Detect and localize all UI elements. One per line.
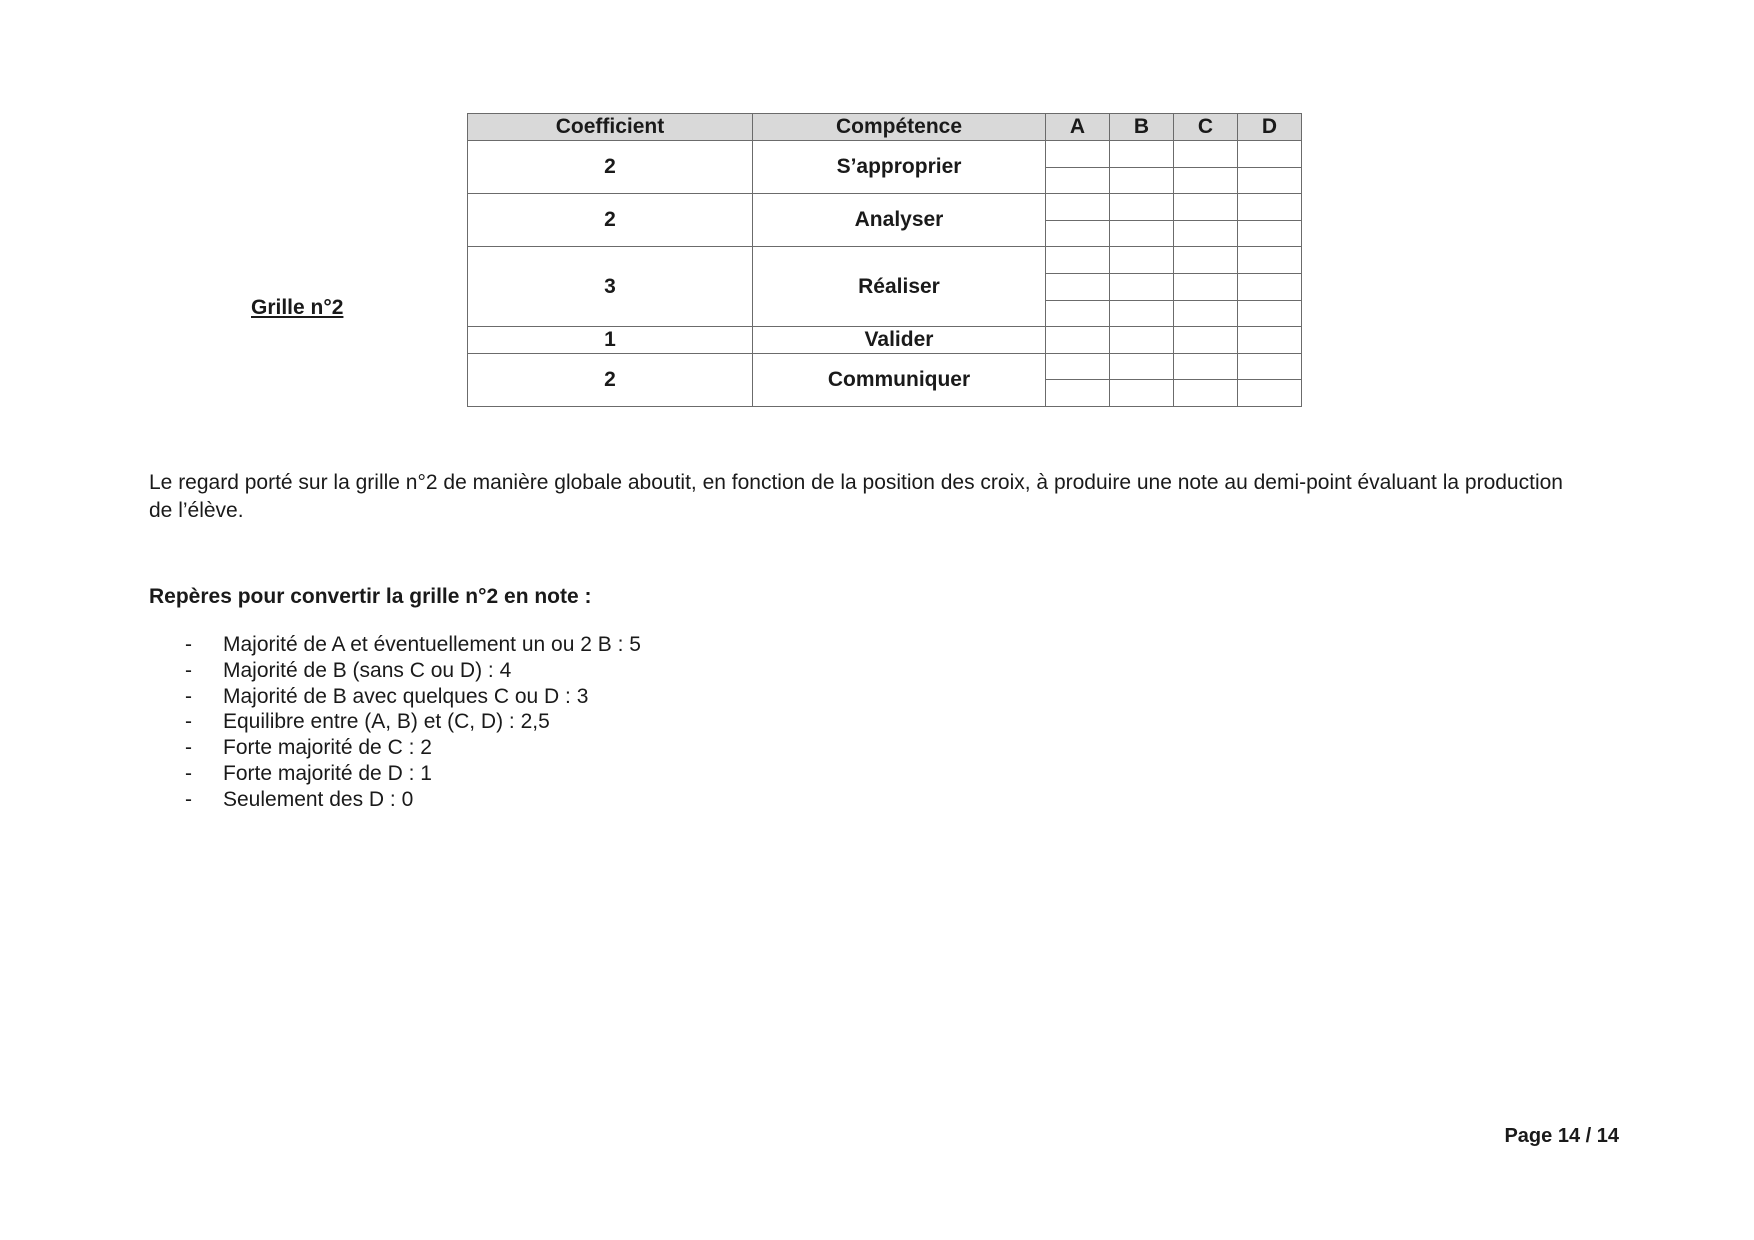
grid-row (468, 353, 1302, 380)
mark-cell-c[interactable] (1174, 247, 1238, 274)
mark-cell-d[interactable] (1238, 300, 1302, 327)
explanation-paragraph: Le regard porté sur la grille n°2 de manière globale aboutit, en fonction de la position des croix, à produire une note au demi-point évaluant la production de l’élève. (149, 471, 1563, 522)
repere-text: Majorité de B (sans C ou D) : 4 (223, 658, 512, 682)
competence-cell: Valider (753, 327, 1046, 354)
mark-cell-a[interactable] (1046, 220, 1110, 247)
mark-cell-b[interactable] (1110, 194, 1174, 221)
mark-cell-b[interactable] (1110, 220, 1174, 247)
mark-cell-d[interactable] (1238, 380, 1302, 407)
bullet-dash: - (185, 658, 192, 682)
grid-header-row (468, 114, 1302, 141)
bullet-dash: - (185, 761, 192, 785)
bullet-dash: - (185, 736, 192, 760)
repere-item (149, 684, 641, 710)
mark-cell-a[interactable] (1046, 167, 1110, 194)
coefficient-cell: 2 (468, 141, 753, 194)
mark-cell-d[interactable] (1238, 194, 1302, 221)
mark-cell-a[interactable] (1046, 300, 1110, 327)
mark-cell-c[interactable] (1174, 141, 1238, 168)
coefficient-cell: 1 (468, 327, 753, 354)
repere-item (149, 761, 641, 787)
reperes-list (149, 632, 641, 813)
repere-text: Majorité de A et éventuellement un ou 2 B : 5 (223, 633, 641, 656)
repere-text: Seulement des D : 0 (223, 787, 414, 811)
mark-cell-a[interactable] (1046, 247, 1110, 274)
competence-cell: Communiquer (753, 353, 1046, 406)
mark-cell-c[interactable] (1174, 220, 1238, 247)
repere-item (149, 709, 641, 735)
mark-cell-a[interactable] (1046, 194, 1110, 221)
bullet-dash: - (185, 787, 192, 811)
mark-cell-d[interactable] (1238, 327, 1302, 354)
evaluation-grid (467, 113, 1302, 407)
coefficient-cell: 2 (468, 194, 753, 247)
grid-row (468, 194, 1302, 221)
mark-cell-a[interactable] (1046, 327, 1110, 354)
header-competence: Compétence (753, 114, 1046, 141)
grid-row (468, 247, 1302, 274)
header-coefficient: Coefficient (468, 114, 753, 141)
repere-item (149, 735, 641, 761)
mark-cell-c[interactable] (1174, 380, 1238, 407)
mark-cell-d[interactable] (1238, 220, 1302, 247)
grid-row (468, 327, 1302, 354)
mark-cell-d[interactable] (1238, 141, 1302, 168)
bullet-dash: - (185, 633, 192, 656)
coefficient-cell: 3 (468, 247, 753, 327)
mark-cell-a[interactable] (1046, 141, 1110, 168)
header-b: B (1110, 114, 1174, 141)
header-c: C (1174, 114, 1238, 141)
mark-cell-c[interactable] (1174, 300, 1238, 327)
grid-row (468, 141, 1302, 168)
mark-cell-d[interactable] (1238, 273, 1302, 300)
mark-cell-c[interactable] (1174, 353, 1238, 380)
mark-cell-a[interactable] (1046, 353, 1110, 380)
reperes-title: Repères pour convertir la grille n°2 en note : (149, 585, 592, 608)
repere-text: Equilibre entre (A, B) et (C, D) : 2,5 (223, 710, 550, 734)
mark-cell-a[interactable] (1046, 273, 1110, 300)
mark-cell-b[interactable] (1110, 247, 1174, 274)
mark-cell-d[interactable] (1238, 353, 1302, 380)
page-number: Page 14 / 14 (1504, 1125, 1619, 1147)
mark-cell-c[interactable] (1174, 273, 1238, 300)
mark-cell-b[interactable] (1110, 273, 1174, 300)
mark-cell-c[interactable] (1174, 167, 1238, 194)
mark-cell-b[interactable] (1110, 141, 1174, 168)
header-a: A (1046, 114, 1110, 141)
repere-item (149, 787, 641, 813)
mark-cell-b[interactable] (1110, 327, 1174, 354)
repere-text: Forte majorité de C : 2 (223, 736, 432, 760)
coefficient-cell: 2 (468, 353, 753, 406)
bullet-dash: - (185, 684, 192, 708)
competence-cell: Réaliser (753, 247, 1046, 327)
repere-text: Majorité de B avec quelques C ou D : 3 (223, 684, 589, 708)
repere-item (149, 632, 641, 658)
competence-cell: Analyser (753, 194, 1046, 247)
grille-title: Grille n°2 (251, 296, 344, 319)
mark-cell-b[interactable] (1110, 380, 1174, 407)
mark-cell-d[interactable] (1238, 167, 1302, 194)
mark-cell-b[interactable] (1110, 353, 1174, 380)
repere-text: Forte majorité de D : 1 (223, 761, 432, 785)
header-d: D (1238, 114, 1302, 141)
competence-cell: S’approprier (753, 141, 1046, 194)
mark-cell-c[interactable] (1174, 194, 1238, 221)
mark-cell-c[interactable] (1174, 327, 1238, 354)
mark-cell-a[interactable] (1046, 380, 1110, 407)
mark-cell-b[interactable] (1110, 300, 1174, 327)
repere-item (149, 658, 641, 684)
bullet-dash: - (185, 710, 192, 734)
mark-cell-d[interactable] (1238, 247, 1302, 274)
mark-cell-b[interactable] (1110, 167, 1174, 194)
